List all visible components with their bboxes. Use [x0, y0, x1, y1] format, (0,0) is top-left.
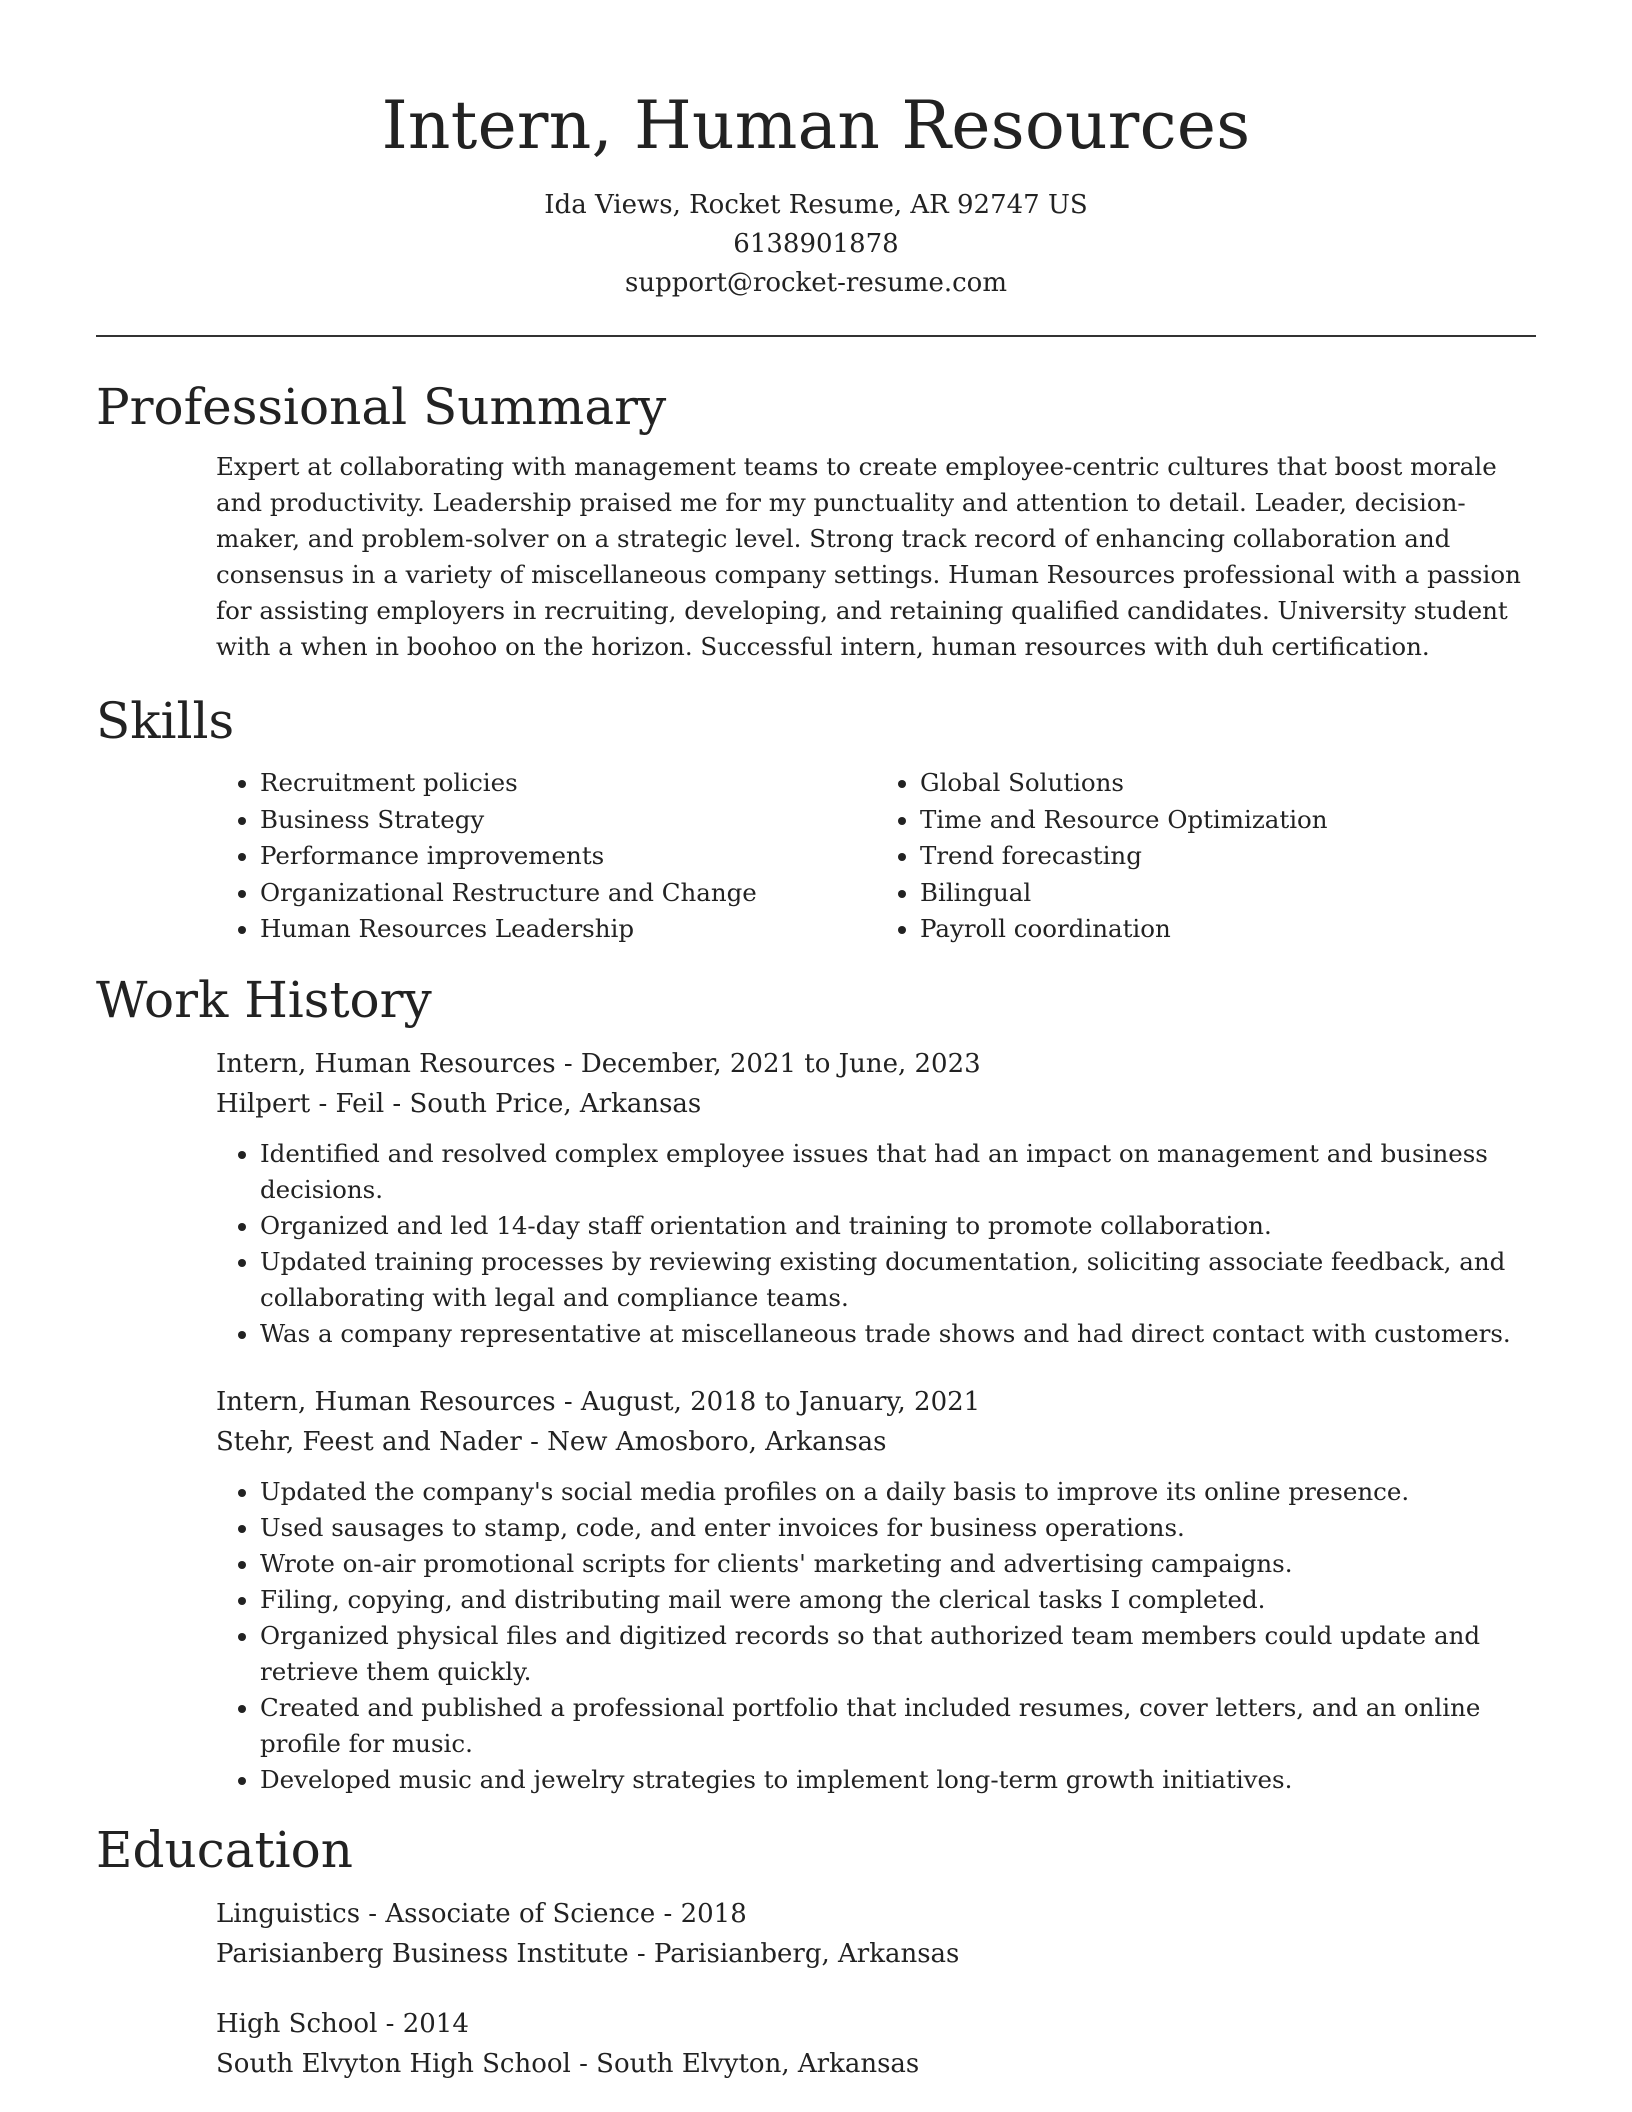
education-degree-line: Linguistics - Associate of Science - 2018: [216, 1898, 747, 1929]
job-company: Stehr, Feest and Nader: [216, 1426, 522, 1457]
education-entry: [216, 1894, 1536, 1974]
skills-list-left: [216, 765, 876, 948]
skill-item: • Business Strategy: [260, 802, 876, 839]
job-duty: • Developed music and jewelry strategies to implement long-term growth initiatives.: [260, 1762, 1536, 1798]
skill-item: • Organizational Restructure and Change: [260, 875, 876, 912]
job-location: South Price, Arkansas: [409, 1088, 702, 1119]
job-duties: [216, 1136, 1536, 1352]
header-divider: [96, 335, 1536, 337]
work-history-section: [96, 970, 1536, 1798]
skill-item: • Payroll coordination: [920, 911, 1536, 948]
job-duty: • Organized physical files and digitized records so that authorized team members could update and retrieve them quickly.: [260, 1618, 1536, 1690]
section-title-education: Education: [96, 1820, 353, 1879]
address: Ida Views, Rocket Resume, AR 92747 US: [544, 190, 1088, 220]
education-school-line: Parisianberg Business Institute - Parisianberg, Arkansas: [216, 1938, 960, 1969]
contact-info: [96, 186, 1536, 303]
skill-item: • Recruitment policies: [260, 765, 876, 802]
job-location: New Amosboro, Arkansas: [547, 1426, 887, 1457]
skill-item: • Time and Resource Optimization: [920, 802, 1536, 839]
professional-summary-section: [96, 377, 1536, 665]
job-position: Intern, Human Resources: [216, 1048, 556, 1079]
education-school-line: South Elvyton High School - South Elvyton, Arkansas: [216, 2048, 920, 2079]
education-section: [96, 1820, 1536, 2084]
job-dates: August, 2018 to January, 2021: [580, 1386, 981, 1417]
education-degree-line: High School - 2014: [216, 2008, 469, 2039]
job-duty: • Filing, copying, and distributing mail were among the clerical tasks I completed.: [260, 1582, 1536, 1618]
job-company: Hilpert - Feil: [216, 1088, 385, 1119]
education-entry: [216, 2004, 1536, 2084]
job-duty: • Organized and led 14-day staff orientation and training to promote collaboration.: [260, 1208, 1536, 1244]
job-duty: • Updated the company's social media profiles on a daily basis to improve its online presence.: [260, 1474, 1536, 1510]
phone: 6138901878: [733, 229, 899, 259]
job-duty: • Was a company representative at miscellaneous trade shows and had direct contact with customers.: [260, 1316, 1536, 1352]
job-title-line: Intern, Human Resources - August, 2018 to January, 2021: [216, 1386, 981, 1417]
job-duty: • Created and published a professional portfolio that included resumes, cover letters, and an online profile for music.: [260, 1690, 1536, 1762]
skill-item: • Bilingual: [920, 875, 1536, 912]
skill-item: • Human Resources Leadership: [260, 911, 876, 948]
summary-text: Expert at collaborating with management teams to create employee-centric cultures that boost morale and productivity. Leadership praised me for my punctuality and attention to detail. Leader, decision-maker, and problem-solver on a strategic level. Strong track record of enhancing collaboration and consensus in a variety of miscellaneous company settings. Human Resources professional with a passion for assisting employers in recruiting, developing, and retaining qualified candidates. University student with a when in boohoo on the horizon. Successful intern, human resources with duh certification.: [216, 452, 1521, 661]
job-duties: [216, 1474, 1536, 1798]
job-dates: December, 2021 to June, 2023: [580, 1048, 981, 1079]
resume-header: [96, 0, 1536, 303]
section-title-work: Work History: [96, 970, 432, 1029]
section-title-summary: Professional Summary: [96, 378, 667, 436]
skill-item: • Performance improvements: [260, 838, 876, 875]
email: support@rocket-resume.com: [624, 268, 1007, 298]
resume-page: [96, 0, 1536, 2084]
job-entry: [216, 1382, 1536, 1798]
job-company-line: Stehr, Feest and Nader - New Amosboro, Arkansas: [216, 1426, 887, 1457]
job-entry: [216, 1044, 1536, 1352]
skill-item: • Trend forecasting: [920, 838, 1536, 875]
job-title-line: Intern, Human Resources - December, 2021 to June, 2023: [216, 1048, 981, 1079]
job-duty: • Identified and resolved complex employee issues that had an impact on management and business decisions.: [260, 1136, 1536, 1208]
skills-section: [96, 691, 1536, 948]
job-duty: • Updated training processes by reviewing existing documentation, soliciting associate feedback, and collaborating with legal and compliance teams.: [260, 1244, 1536, 1316]
skill-item: • Global Solutions: [920, 765, 1536, 802]
candidate-name: Intern, Human Resources: [381, 87, 1251, 164]
skills-grid: [216, 765, 1536, 948]
job-company-line: Hilpert - Feil - South Price, Arkansas: [216, 1088, 702, 1119]
skills-list-right: [876, 765, 1536, 948]
job-duty: • Wrote on-air promotional scripts for clients' marketing and advertising campaigns.: [260, 1546, 1536, 1582]
job-duty: • Used sausages to stamp, code, and enter invoices for business operations.: [260, 1510, 1536, 1546]
job-position: Intern, Human Resources: [216, 1386, 556, 1417]
section-title-skills: Skills: [96, 692, 235, 750]
